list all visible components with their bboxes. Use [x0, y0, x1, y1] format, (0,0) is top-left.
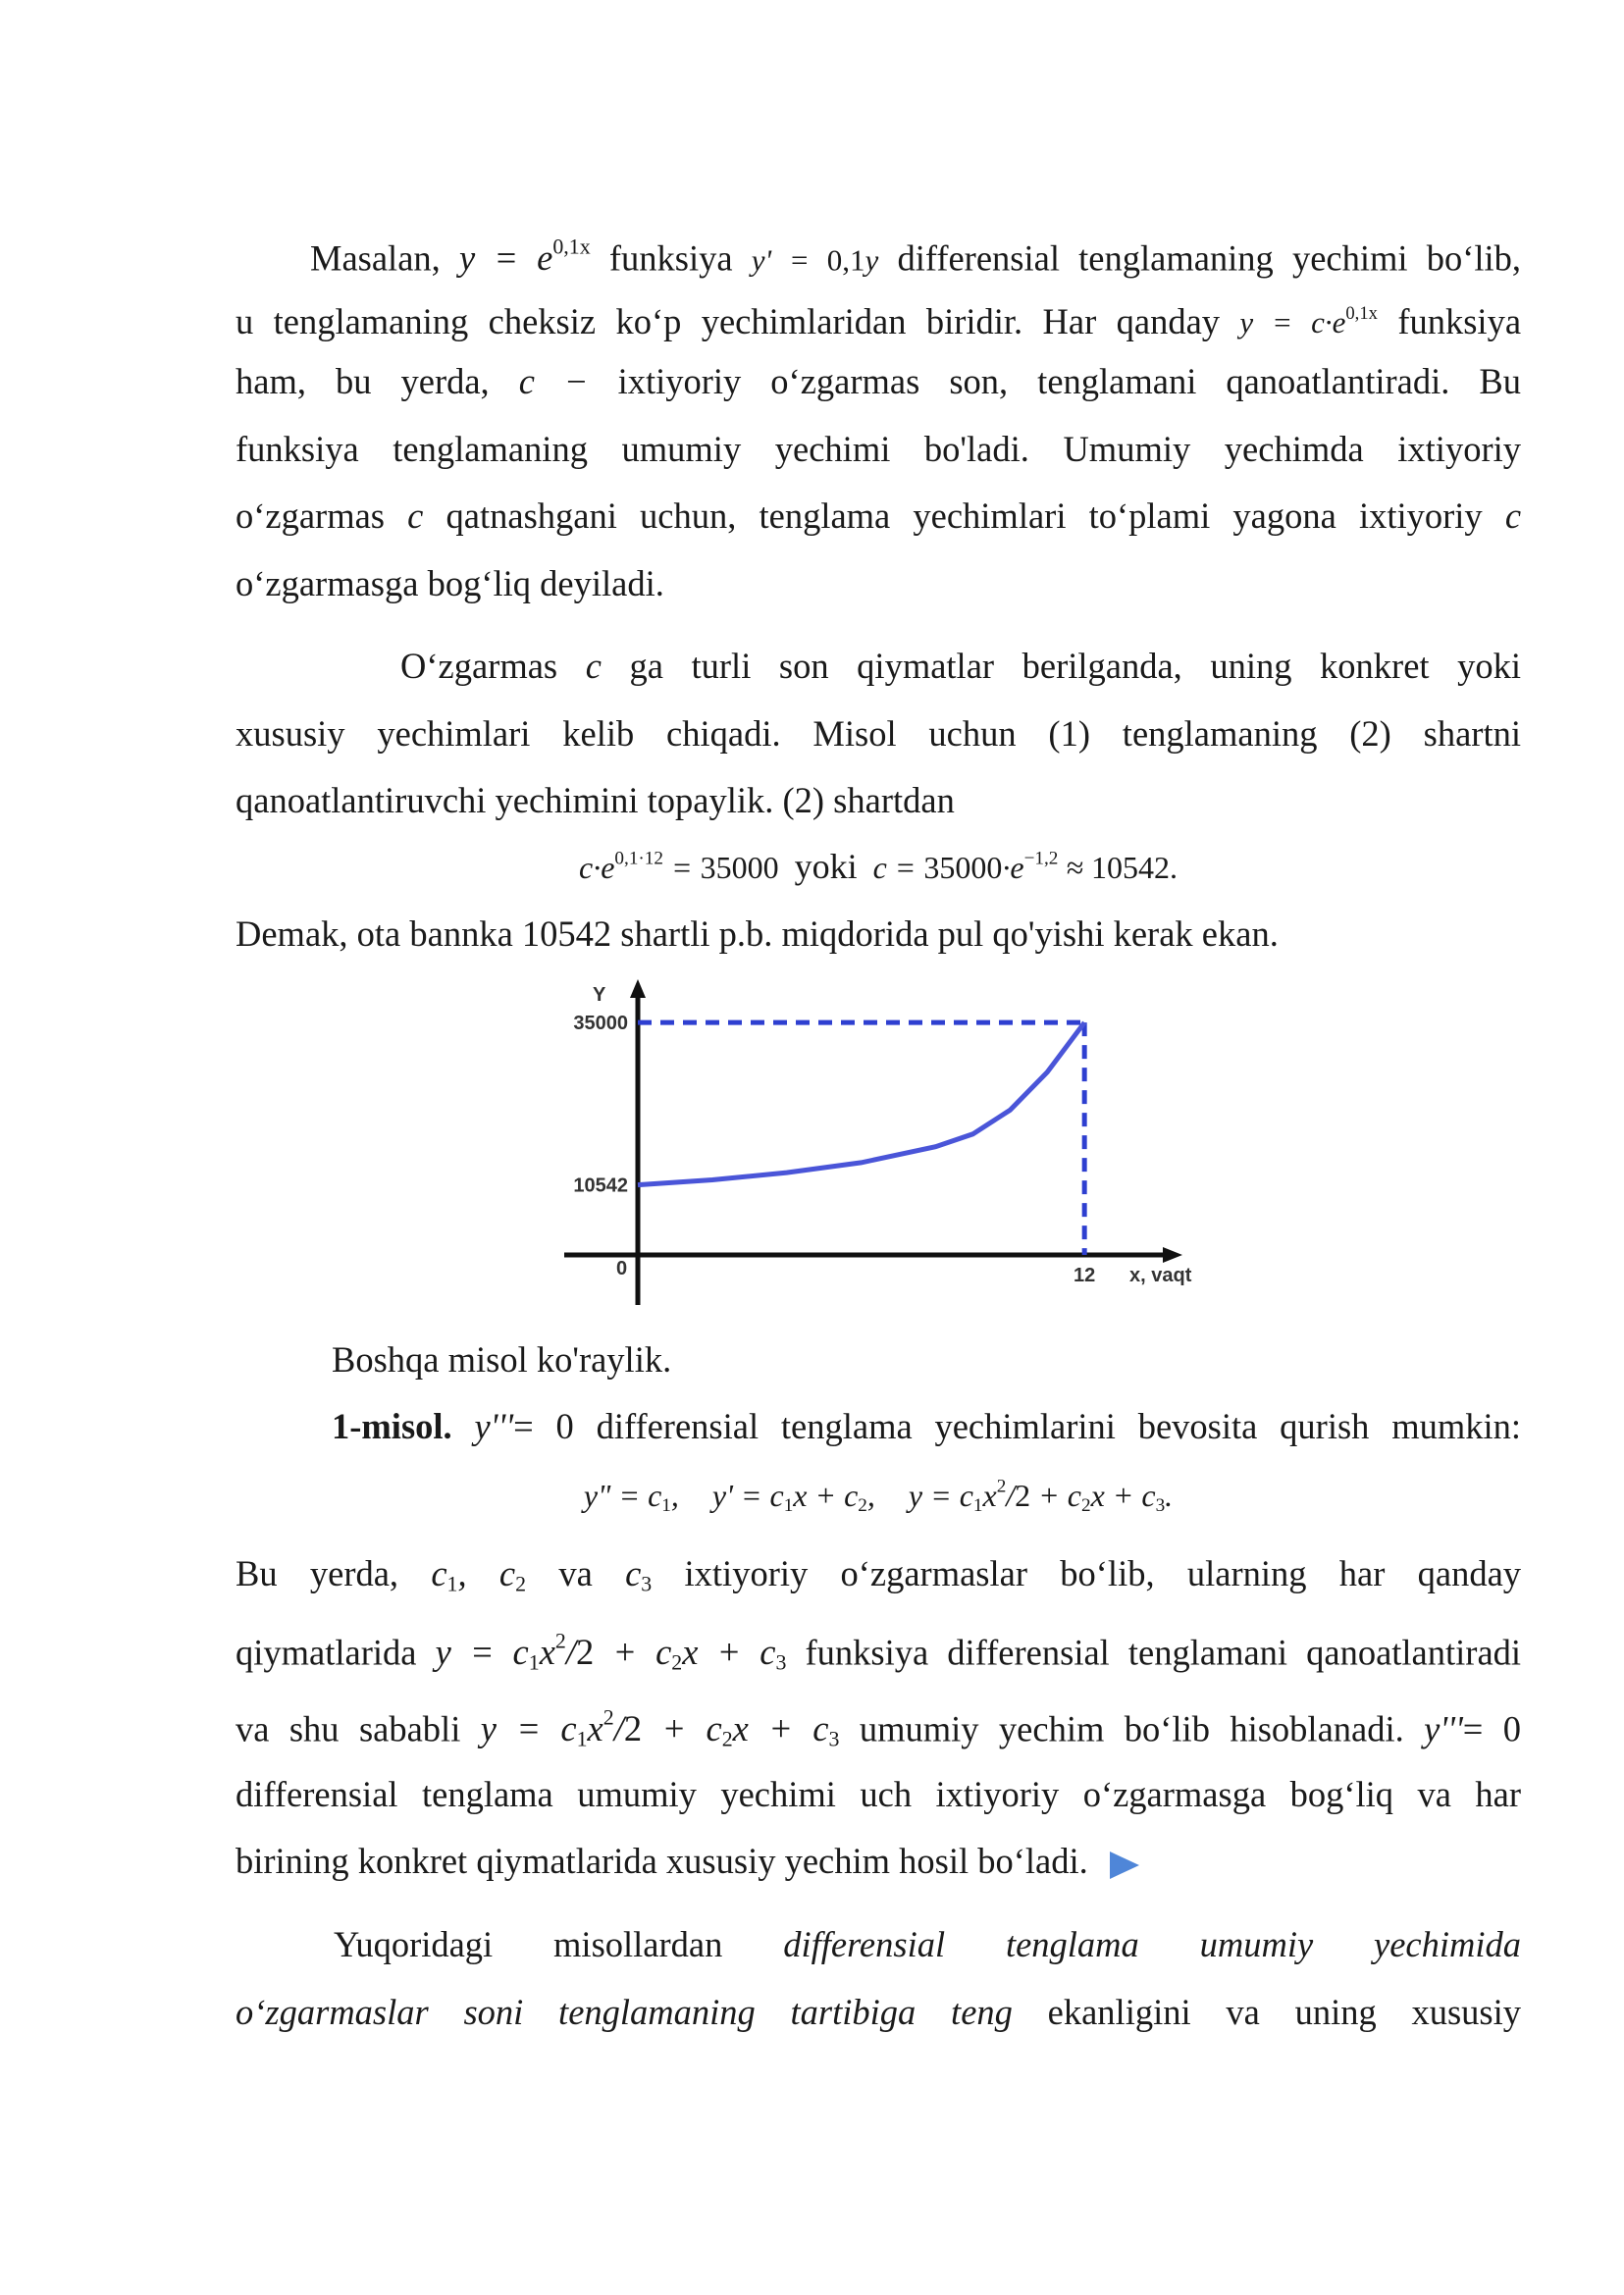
text: differensial tenglama yechimlarini bevosita qurish mumkin:: [596, 1406, 1522, 1446]
text: differensial tenglamaning yechimi bo‘lib,: [897, 237, 1522, 279]
italic-text: o‘zgarmaslar soni tenglamaning tartibiga teng: [236, 1991, 1013, 2032]
text: birining konkret qiymatlarida xususiy yechim hosil bo‘ladi.: [236, 1841, 1088, 1881]
p2-line-1: [236, 633, 1521, 701]
formula-y-c-e01x: $y = c\cdot e^{0,1x}$: [1239, 303, 1378, 340]
y-tick-label-10542: 10542: [573, 1174, 628, 1197]
p1-line-3: [236, 348, 1521, 416]
x-tick-label-12: 12: [1074, 1265, 1096, 1286]
text: Masalan,: [310, 237, 441, 279]
text: ga turli son qiymatlar berilganda, uning konkret yoki: [629, 646, 1522, 686]
text: O‘zgarmas: [400, 646, 558, 686]
formula-y-prime: y' = 0,1y: [751, 242, 879, 278]
paragraph-2: [236, 633, 1521, 835]
p1-line-5: [236, 483, 1521, 550]
x-axis-arrow: [1163, 1247, 1182, 1263]
italic-text: differensial tenglama umumiy yechimida: [783, 1924, 1521, 1964]
formula-c3: $c_3$: [625, 1553, 653, 1596]
p1-line-2: [236, 282, 1521, 349]
text: o‘zgarmas: [236, 496, 386, 536]
formula-c-exp: $c\cdot e^{0,1\cdot 12}$ =: [579, 848, 701, 885]
p6-line-3: [236, 1685, 1521, 1761]
text: ham, bu yerda,: [236, 361, 490, 401]
formula-y-doubleprime: y" = $c_1$,: [583, 1478, 679, 1517]
formula-c: c: [585, 646, 602, 686]
formula-c1: $c_1$,: [431, 1553, 467, 1596]
paragraph-6: [236, 1540, 1521, 1896]
p7-line-2: [236, 1979, 1521, 2047]
text: ixtiyoriy o‘zgarmaslar bo‘lib, ularning har qanday: [684, 1553, 1522, 1593]
formula-c: c: [407, 496, 424, 536]
formula-y-general: $y = c_1x^2/2 + c_2x + c_3$: [435, 1628, 787, 1675]
formula-c-equals: c =: [872, 850, 924, 885]
series-line: [638, 1022, 1084, 1185]
p6-line-1: [236, 1540, 1521, 1608]
paragraph-4: [332, 1327, 1521, 1394]
p2-line-2: xususiy yechimlari kelib chiqadi. Misol uchun (1) tenglamaning (2) shartni: [236, 712, 1521, 754]
p7-line-1: [236, 1911, 1521, 1979]
p3-line-1: Demak, ota bannka 10542 shartli p.b. miqdorida pul qo'yishi kerak ekan.: [236, 913, 1279, 954]
y-tick-label-35000: 35000: [573, 1013, 628, 1035]
formula-y-e01x: $y = e^{0,1x}$: [458, 235, 591, 279]
formula-c: c −: [518, 361, 589, 401]
value: 35000: [700, 850, 779, 885]
paragraph-3: [236, 901, 1521, 968]
formula-c2: $c_2$: [498, 1553, 527, 1596]
text: qiymatlarida: [236, 1631, 417, 1672]
formula-y-general: $y = c_1x^2/2 + c_2x + c_3$: [480, 1704, 840, 1751]
formula-c: c: [1504, 496, 1522, 536]
p1-line-6: o‘zgarmasga bog‘liq deyiladi.: [236, 562, 664, 603]
text: ixtiyoriy o‘zgarmas son, tenglamani qanoatlantiradi. Bu: [617, 361, 1521, 401]
equation-integrals: [236, 1477, 1521, 1517]
p4-line-1: Boshqa misol ko'raylik.: [332, 1339, 672, 1380]
p6-line-5: [236, 1828, 1521, 1896]
y-axis-label: Y: [593, 984, 606, 1006]
x-tick-label-0: 0: [616, 1258, 628, 1279]
text: va: [558, 1553, 593, 1593]
example-label: 1-misol.: [332, 1406, 452, 1446]
text: yoki: [794, 847, 858, 886]
paragraph-7: [236, 1911, 1521, 2046]
text: funksiya: [1397, 300, 1522, 341]
text: qatnashgani uchun, tenglama yechimlari to‘plami yagona ixtiyoriy: [445, 496, 1483, 536]
text: Yuqoridagi misollardan: [334, 1924, 723, 1964]
value: 35000: [923, 850, 1003, 885]
p6-line-2: [236, 1608, 1521, 1685]
formula-exp-neg: $\cdot e^{-1,2}$ ≈: [1002, 848, 1091, 885]
text: va shu sababli: [236, 1707, 461, 1748]
text: u tenglamaning cheksiz ko‘p yechimlaridan biridir. Har qanday: [236, 300, 1221, 341]
formula-y-tripleprime: y'''= 0: [1424, 1707, 1522, 1748]
play-icon: [1110, 1852, 1139, 1879]
formula-y-general: $y = c_1x^2/2 + c_2x + c_3$.: [908, 1477, 1174, 1517]
growth-chart: [550, 976, 1217, 1320]
text: umumiy yechim bo‘lib hisoblanadi.: [859, 1707, 1404, 1748]
formula-y-prime-c1x: $y' = c_1x + c_2$,: [711, 1478, 875, 1517]
x-axis-label: x, vaqt: [1129, 1265, 1192, 1286]
text: funksiya differensial tenglamani qanoatlantiradi: [805, 1631, 1522, 1672]
text: Bu yerda,: [236, 1553, 399, 1593]
y-axis-arrow: [630, 979, 646, 998]
p2-line-3: qanoatlantiruvchi yechimini topaylik. (2) shartdan: [236, 780, 955, 820]
p1-line-4: funksiya tenglamaning umumiy yechimi bo'ladi. Umumiy yechimda ixtiyoriy: [236, 428, 1521, 469]
formula-y-tripleprime: y'''= 0: [474, 1406, 574, 1446]
paragraph-5: [332, 1393, 1521, 1461]
p5-line-1: [332, 1393, 1521, 1461]
p6-line-4: differensial tenglama umumiy yechimi uch ixtiyoriy o‘zgarmasga bog‘liq va har: [236, 1773, 1521, 1814]
text: funksiya: [608, 237, 733, 279]
value: 10542: [1090, 850, 1170, 885]
paragraph-1: [236, 214, 1521, 617]
equation-c: $c\cdot e^{0,1\cdot 12} = 35000$ yoki $c = 35000\cdot e^{-1,2} \approx 10542$.: [579, 847, 1178, 886]
p1-line-1: [236, 214, 1521, 282]
text: ekanligini va uning xususiy: [1047, 1991, 1521, 2032]
